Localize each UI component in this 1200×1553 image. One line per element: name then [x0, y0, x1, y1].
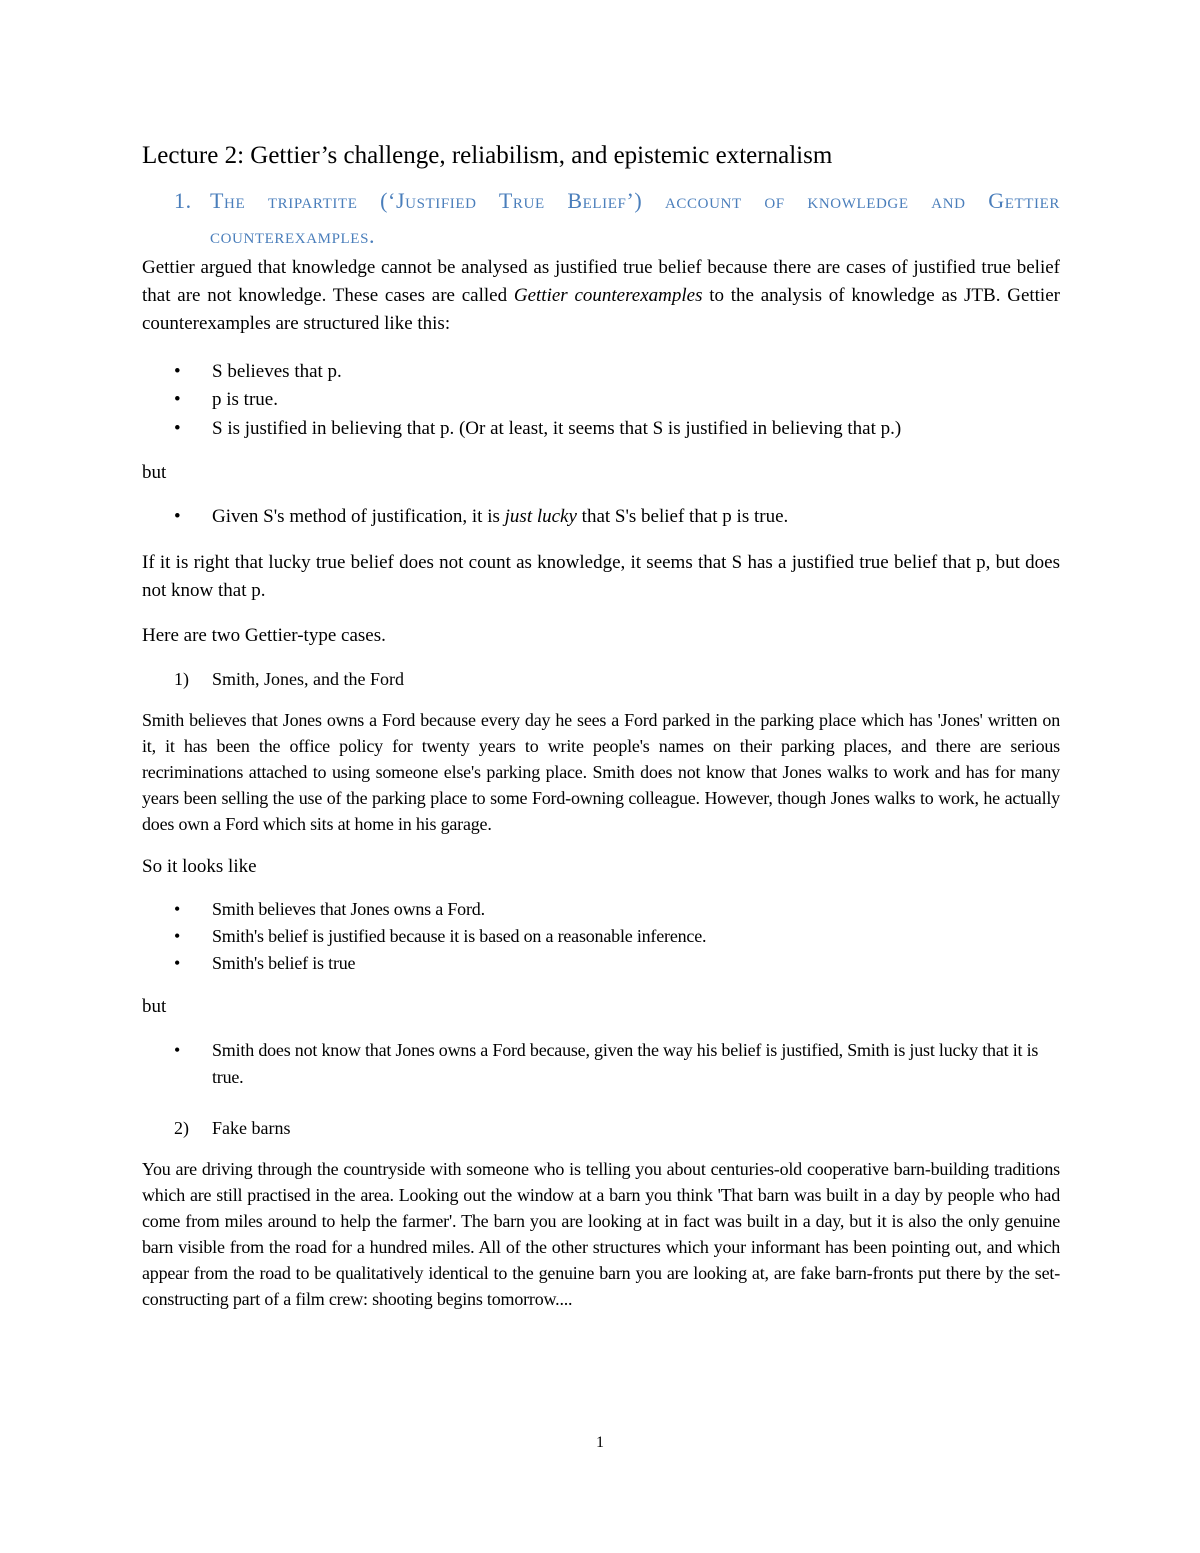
case2-paragraph: You are driving through the countryside with someone who is telling you about centuries-old cooperative barn-building traditions which are still practised in the area. Looking out the window at a barn you think 'That barn was built in a day by people who had come from miles around to help the farmer'. The barn you are looking at in fact was built in a day, but it is also the only genuine barn visible from the road for a hundred miles. All of the other structures which your informant has been pointing out, and which appear from the road to be qualitatively identical to the genuine barn you are looking at, are fake barn-fronts put there by the set-constructing part of a film crew: shooting begins tomorrow.... [142, 1158, 1060, 1309]
list-item [142, 950, 1060, 977]
bullet-symbol: • [174, 925, 181, 946]
case1-number: 1) [174, 668, 189, 689]
list-item-text: S is justified in believing that p. (Or at least, it seems that S is justified in believing that p.) [212, 417, 902, 439]
bullet-symbol: • [174, 506, 181, 528]
list-item-text: Smith believes that Jones owns a Ford. [212, 898, 485, 919]
list-item [142, 358, 1060, 387]
intro-text-1: Gettier argued that knowledge cannot be analysed as justified true belief because there are cases of justified true belief that are not knowledge. These cases are called [142, 256, 1060, 306]
section-heading-text: The tripartite (‘Justified True Belief’) account of knowledge and Gettier counterexamples. [210, 188, 1060, 249]
intro-text-2: to the analysis of knowledge as JTB. Gettier counterexamples are structured like this: [142, 284, 1060, 334]
list-item [142, 1037, 1060, 1091]
lecture-title: Lecture 2: Gettier’s challenge, reliabilism, and epistemic externalism [142, 142, 833, 169]
bullet-symbol: • [174, 360, 181, 382]
bullet-symbol: • [174, 952, 181, 973]
intro-emphasis: Gettier counterexamples [513, 284, 703, 306]
list-item [142, 415, 1060, 444]
lucky-bullet-list [142, 503, 1060, 532]
but-label: but [142, 462, 167, 484]
case1-paragraph: Smith believes that Jones owns a Ford because every day he sees a Ford parked in the parking place which has 'Jones' written on it, it has been the office policy for twenty years to write people's names on their parking places, and there are serious recriminations attached to using someone else's parking place. Smith does not know that Jones walks to work and has for many years been selling the use of the parking place to some Ford-owning colleague. However, though Jones walks to work, he actually does own a Ford which sits at home in his garage. [142, 709, 1060, 834]
case1-title: Smith, Jones, and the Ford [212, 668, 404, 689]
section-number: 1. [174, 188, 192, 214]
lucky-emphasis: just lucky [504, 506, 577, 528]
page-number: 1 [596, 1434, 604, 1451]
page-content [142, 140, 1060, 1312]
list-item [142, 923, 1060, 950]
so-it-looks-like: So it looks like [142, 855, 257, 877]
section-heading [142, 183, 1060, 253]
list-item [142, 386, 1060, 415]
list-item [142, 896, 1060, 923]
list-item-text: Smith's belief is justified because it is based on a reasonable inference. [212, 925, 707, 946]
bullet-symbol: • [174, 389, 181, 411]
list-item-text: Given S's method of justification, it is [212, 506, 505, 528]
case1-heading [142, 666, 1060, 692]
but-label-2: but [142, 995, 167, 1017]
case2-number: 2) [174, 1117, 189, 1138]
case2-heading [142, 1115, 1060, 1141]
conclusion-paragraph: If it is right that lucky true belief does not count as knowledge, it seems that S has a justified true belief that p, but does not know that p. [142, 551, 1060, 601]
list-item-text: p is true. [212, 389, 278, 411]
two-cases-intro: Here are two Gettier-type cases. [142, 624, 386, 646]
list-item-text: S believes that p. [212, 360, 342, 382]
list-item-text: Smith does not know that Jones owns a Ford because, given the way his belief is justified, Smith is just lucky that it is true. [212, 1039, 1039, 1087]
bullet-symbol: • [174, 1039, 181, 1060]
list-item [142, 503, 1060, 532]
intro-paragraph [142, 254, 1060, 338]
case1-bullet-list [142, 896, 1060, 977]
case2-title: Fake barns [212, 1117, 291, 1138]
list-item-text: Smith's belief is true [212, 952, 356, 973]
structure-bullet-list [142, 358, 1060, 444]
case1-final-bullet-list [142, 1037, 1060, 1091]
list-item-text: that S's belief that p is true. [576, 506, 789, 528]
bullet-symbol: • [174, 417, 181, 439]
bullet-symbol: • [174, 898, 181, 919]
